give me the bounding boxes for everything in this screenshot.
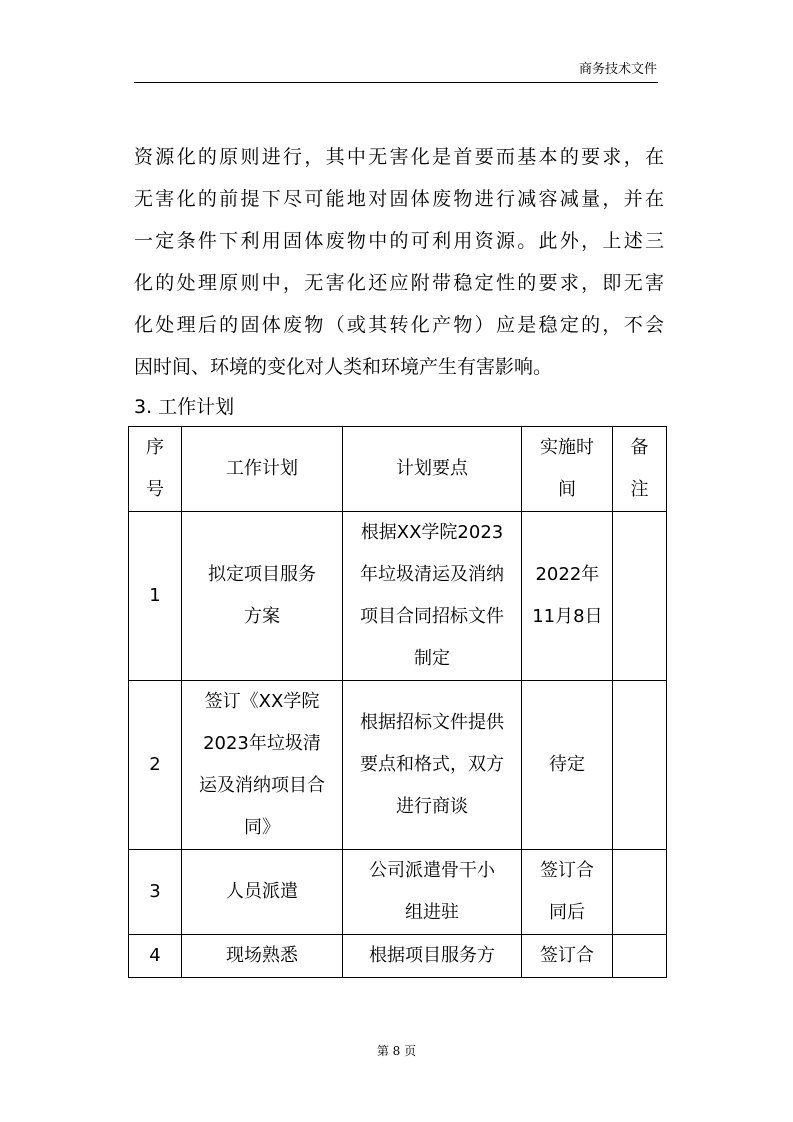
- paragraph-line: 因时间、环境的变化对人类和环境产生有害影响。: [134, 356, 553, 378]
- cell-time: 签订合同后: [522, 850, 613, 935]
- cell-points: 根据XX学院2023年垃圾清运及消纳项目合同招标文件制定: [343, 512, 522, 681]
- header-points: 计划要点: [343, 427, 522, 512]
- table-row: [129, 935, 667, 978]
- paragraph-line: 一定条件下利用固体废物中的可利用资源。此外，上述三: [134, 230, 664, 252]
- header-divider: [134, 82, 658, 83]
- table-row: [129, 681, 667, 850]
- page-number: 第 8 页: [376, 1044, 417, 1058]
- cell-remark: [613, 850, 667, 935]
- cell-plan: 现场熟悉: [182, 935, 343, 978]
- cell-time: 待定: [522, 681, 613, 850]
- cell-points: 公司派遣骨干小组进驻: [343, 850, 522, 935]
- table-row: [129, 512, 667, 681]
- cell-remark: [613, 681, 667, 850]
- body-paragraph: [134, 136, 664, 388]
- cell-points: 根据招标文件提供要点和格式，双方进行商谈: [343, 681, 522, 850]
- table-row: [129, 850, 667, 935]
- header-plan: 工作计划: [182, 427, 343, 512]
- paragraph-line: 化的处理原则中，无害化还应附带稳定性的要求，即无害: [134, 272, 664, 294]
- cell-remark: [613, 512, 667, 681]
- cell-plan: 人员派遣: [182, 850, 343, 935]
- cell-time: 签订合: [522, 935, 613, 978]
- cell-time: 2022年11月8日: [522, 512, 613, 681]
- paragraph-line: 无害化的前提下尽可能地对固体废物进行减容减量，并在: [134, 188, 664, 210]
- header-remark: 备注: [613, 427, 667, 512]
- header-index: 序号: [129, 427, 182, 512]
- cell-plan: 拟定项目服务方案: [182, 512, 343, 681]
- header-time: 实施时间: [522, 427, 613, 512]
- cell-index: 1: [129, 512, 182, 681]
- cell-plan: 签订《XX学院2023年垃圾清运及消纳项目合同》: [182, 681, 343, 850]
- cell-index: 2: [129, 681, 182, 850]
- section-heading: 3. 工作计划: [134, 396, 235, 418]
- cell-remark: [613, 935, 667, 978]
- cell-index: 3: [129, 850, 182, 935]
- work-plan-table: [128, 426, 667, 978]
- table-header-row: [129, 427, 667, 512]
- document-header-title: 商务技术文件: [578, 62, 657, 77]
- paragraph-line: 化处理后的固体废物（或其转化产物）应是稳定的，不会: [134, 314, 664, 336]
- cell-points: 根据项目服务方: [343, 935, 522, 978]
- paragraph-line: 资源化的原则进行，其中无害化是首要而基本的要求，在: [134, 146, 664, 168]
- cell-index: 4: [129, 935, 182, 978]
